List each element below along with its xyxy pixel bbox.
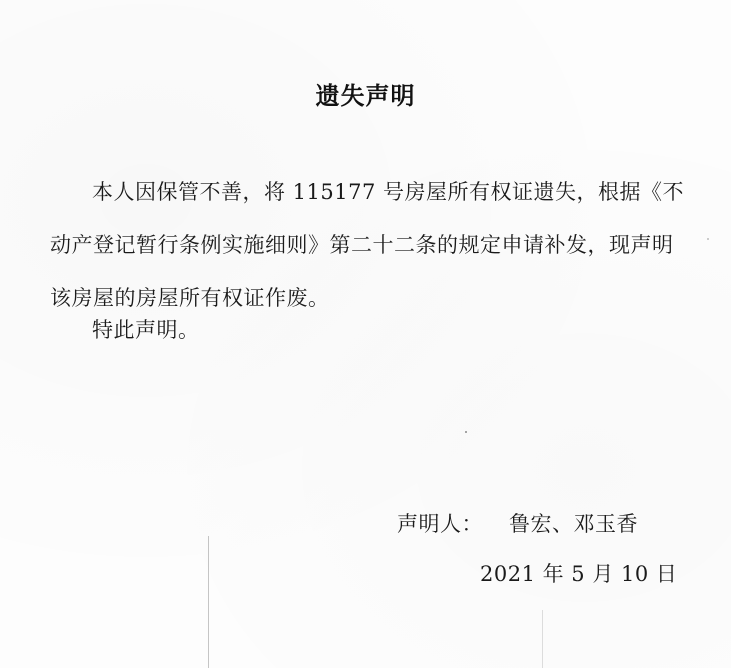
- scan-speck: [465, 431, 467, 433]
- scan-artifact-line: [208, 536, 209, 668]
- signature-line: [397, 508, 638, 540]
- closing-paragraph: 特此声明。: [92, 318, 200, 342]
- declarant-names: 鲁宏、邓玉香: [509, 512, 638, 536]
- scan-speck: [707, 238, 709, 240]
- document-date: 2021 年 5 月 10 日: [480, 562, 678, 586]
- scan-artifact-line: [542, 610, 543, 668]
- document-title: 遗失声明: [315, 82, 416, 110]
- declarant-label: 声明人：: [397, 512, 483, 536]
- statement-paragraph: 本人因保管不善，将 115177 号房屋所有权证遗失，根据《不动产登记暂行条例实施细则》第二十二条的规定申请补发，现声明该房屋的房屋所有权证作废。: [50, 180, 685, 310]
